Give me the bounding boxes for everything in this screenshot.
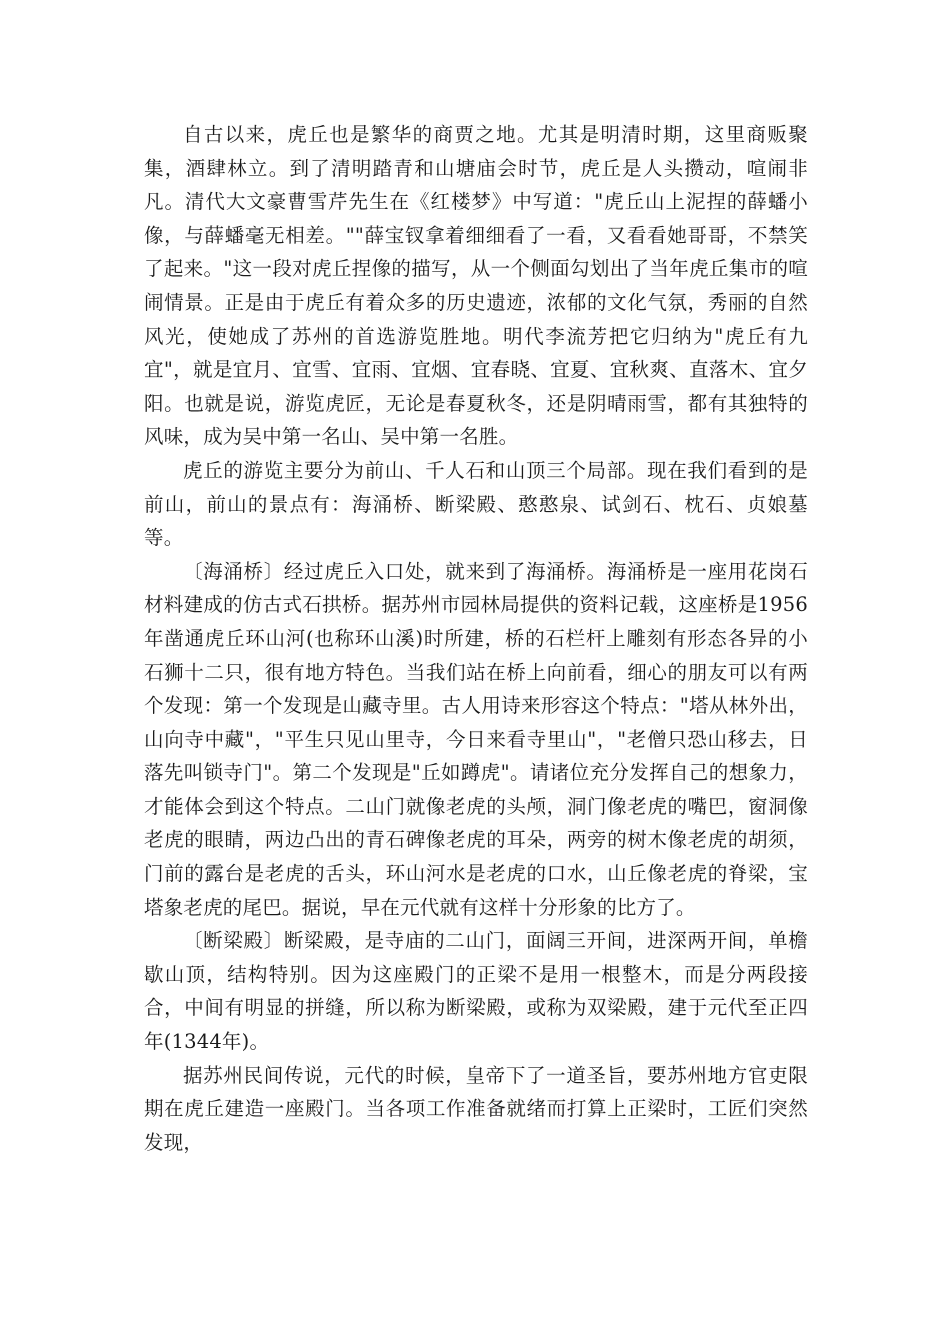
paragraph-haiyong-bridge: 〔海涌桥〕经过虎丘入口处，就来到了海涌桥。海涌桥是一座用花岗石材料建成的仿古式石拱桥。据苏州市园林局提供的资料记载，这座桥是1956年凿通虎丘环山河(也称环山溪)时所建，桥的石栏杆上雕刻有形态各异的小石狮十二只，很有地方特色。当我们站在桥上向前看，细心的朋友可以有两个发现：第一个发现是山藏寺里。古人用诗来形容这个特点："塔从林外出，山向寺中藏"，"平生只见山里寺，今日来看寺里山"，"老僧只恐山移去，日落先叫锁寺门"。第二个发现是"丘如蹲虎"。请诸位充分发挥自己的想象力，才能体会到这个特点。二山门就像老虎的头颅，洞门像老虎的嘴巴，窗洞像老虎的眼睛，两边凸出的青石碑像老虎的耳朵，两旁的树木像老虎的胡须，门前的露台是老虎的舌头，环山河水是老虎的口水，山丘像老虎的脊梁，宝塔象老虎的尾巴。据说，早在元代就有这样十分形象的比方了。 <box>144 559 808 919</box>
paragraph-tour-overview: 虎丘的游览主要分为前山、千人石和山顶三个局部。现在我们看到的是前山，前山的景点有：海涌桥、断梁殿、憨憨泉、试剑石、枕石、贞娘墓等。 <box>144 458 808 550</box>
paragraph-legend: 据苏州民间传说，元代的时候，皇帝下了一道圣旨，要苏州地方官吏限期在虎丘建造一座殿门。当各项工作准备就绪而打算上正梁时，工匠们突然发现， <box>144 1063 808 1154</box>
paragraph-history: 自古以来，虎丘也是繁华的商贾之地。尤其是明清时期，这里商贩聚集，酒肆林立。到了清明踏青和山塘庙会时节，虎丘是人头攒动，喧闹非凡。清代大文豪曹雪芹先生在《红楼梦》中写道："虎丘山上泥捏的薛蟠小像，与薛蟠毫无相差。""薛宝钗拿着细细看了一看，又看看她哥哥，不禁笑了起来。"这一段对虎丘捏像的描写，从一个侧面勾划出了当年虎丘集市的喧闹情景。正是由于虎丘有着众多的历史遗迹，浓郁的文化气氛，秀丽的自然风光，使她成了苏州的首选游览胜地。明代李流芳把它归纳为"虎丘有九宜"，就是宜月、宜雪、宜雨、宜烟、宜春晓、宜夏、宜秋爽、直落木、宜夕阳。也就是说，游览虎匠，无论是春夏秋冬，还是阴晴雨雪，都有其独特的风味，成为吴中第一名山、吴中第一名胜。 <box>144 123 808 449</box>
document-body <box>144 118 808 1159</box>
paragraph-duanliang-hall: 〔断梁殿〕断梁殿，是寺庙的二山门，面阔三开间，进深两开间，单檐歇山顶，结构特别。因为这座殿门的正梁不是用一根整木，而是分两段接合，中间有明显的拼缝，所以称为断梁殿，或称为双梁殿，建于元代至正四年(1344年)。 <box>144 929 808 1054</box>
